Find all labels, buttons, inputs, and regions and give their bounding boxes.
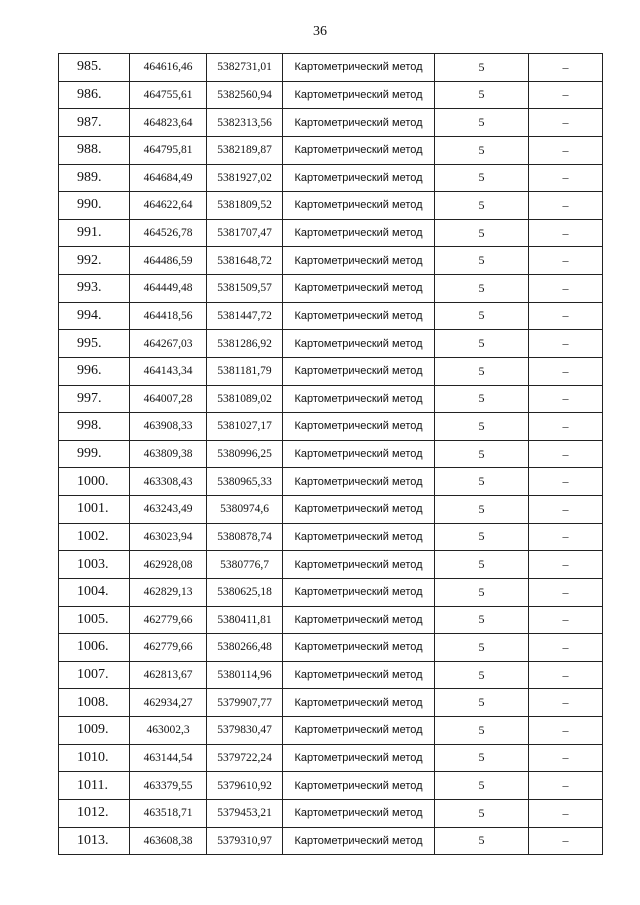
table-row [59, 772, 603, 800]
point-number-cell: 993. [59, 275, 130, 303]
note-cell: – [529, 247, 603, 275]
x-coordinate-cell: 463243,49 [130, 496, 207, 524]
y-coordinate-cell: 5382560,94 [207, 81, 283, 109]
x-coordinate-cell: 463379,55 [130, 772, 207, 800]
x-coordinate-cell: 464616,46 [130, 54, 207, 82]
accuracy-cell: 5 [435, 744, 529, 772]
y-coordinate-cell: 5382189,87 [207, 136, 283, 164]
accuracy-cell: 5 [435, 496, 529, 524]
x-coordinate-cell: 462928,08 [130, 551, 207, 579]
y-coordinate-cell: 5379310,97 [207, 827, 283, 855]
point-number-cell: 998. [59, 413, 130, 441]
y-coordinate-cell: 5381707,47 [207, 219, 283, 247]
accuracy-cell: 5 [435, 357, 529, 385]
note-cell: – [529, 772, 603, 800]
note-cell: – [529, 744, 603, 772]
accuracy-cell: 5 [435, 109, 529, 137]
point-number-cell: 990. [59, 192, 130, 220]
method-cell: Картометрический метод [283, 109, 435, 137]
accuracy-cell: 5 [435, 247, 529, 275]
y-coordinate-cell: 5379610,92 [207, 772, 283, 800]
method-cell: Картометрический метод [283, 54, 435, 82]
table-row [59, 247, 603, 275]
method-cell: Картометрический метод [283, 81, 435, 109]
y-coordinate-cell: 5381809,52 [207, 192, 283, 220]
y-coordinate-cell: 5380266,48 [207, 634, 283, 662]
y-coordinate-cell: 5380114,96 [207, 661, 283, 689]
accuracy-cell: 5 [435, 523, 529, 551]
x-coordinate-cell: 463518,71 [130, 799, 207, 827]
table-row [59, 551, 603, 579]
method-cell: Картометрический метод [283, 385, 435, 413]
point-number-cell: 1002. [59, 523, 130, 551]
point-number-cell: 1013. [59, 827, 130, 855]
table-row [59, 54, 603, 82]
method-cell: Картометрический метод [283, 440, 435, 468]
table-row [59, 385, 603, 413]
x-coordinate-cell: 463809,38 [130, 440, 207, 468]
method-cell: Картометрический метод [283, 717, 435, 745]
table-row [59, 799, 603, 827]
table-row [59, 578, 603, 606]
method-cell: Картометрический метод [283, 634, 435, 662]
accuracy-cell: 5 [435, 330, 529, 358]
accuracy-cell: 5 [435, 578, 529, 606]
method-cell: Картометрический метод [283, 330, 435, 358]
point-number-cell: 988. [59, 136, 130, 164]
x-coordinate-cell: 464267,03 [130, 330, 207, 358]
y-coordinate-cell: 5381509,57 [207, 275, 283, 303]
table-row [59, 330, 603, 358]
x-coordinate-cell: 462779,66 [130, 606, 207, 634]
table-row [59, 717, 603, 745]
table-row [59, 164, 603, 192]
table-row [59, 302, 603, 330]
point-number-cell: 999. [59, 440, 130, 468]
method-cell: Картометрический метод [283, 744, 435, 772]
method-cell: Картометрический метод [283, 136, 435, 164]
method-cell: Картометрический метод [283, 523, 435, 551]
y-coordinate-cell: 5380974,6 [207, 496, 283, 524]
note-cell: – [529, 523, 603, 551]
accuracy-cell: 5 [435, 689, 529, 717]
method-cell: Картометрический метод [283, 496, 435, 524]
x-coordinate-cell: 462779,66 [130, 634, 207, 662]
x-coordinate-cell: 464795,81 [130, 136, 207, 164]
accuracy-cell: 5 [435, 385, 529, 413]
method-cell: Картометрический метод [283, 661, 435, 689]
note-cell: – [529, 799, 603, 827]
note-cell: – [529, 109, 603, 137]
x-coordinate-cell: 464486,59 [130, 247, 207, 275]
x-coordinate-cell: 464622,64 [130, 192, 207, 220]
table-row [59, 606, 603, 634]
method-cell: Картометрический метод [283, 413, 435, 441]
y-coordinate-cell: 5381089,02 [207, 385, 283, 413]
accuracy-cell: 5 [435, 192, 529, 220]
page-number: 36 [313, 24, 327, 39]
table-row [59, 744, 603, 772]
y-coordinate-cell: 5382731,01 [207, 54, 283, 82]
note-cell: – [529, 578, 603, 606]
table-row [59, 136, 603, 164]
point-number-cell: 1007. [59, 661, 130, 689]
accuracy-cell: 5 [435, 606, 529, 634]
x-coordinate-cell: 462813,67 [130, 661, 207, 689]
accuracy-cell: 5 [435, 275, 529, 303]
point-number-cell: 991. [59, 219, 130, 247]
y-coordinate-cell: 5379830,47 [207, 717, 283, 745]
note-cell: – [529, 385, 603, 413]
table-row [59, 827, 603, 855]
y-coordinate-cell: 5380878,74 [207, 523, 283, 551]
accuracy-cell: 5 [435, 136, 529, 164]
method-cell: Картометрический метод [283, 275, 435, 303]
note-cell: – [529, 717, 603, 745]
point-number-cell: 1006. [59, 634, 130, 662]
point-number-cell: 985. [59, 54, 130, 82]
table-row [59, 413, 603, 441]
note-cell: – [529, 634, 603, 662]
x-coordinate-cell: 462934,27 [130, 689, 207, 717]
point-number-cell: 1008. [59, 689, 130, 717]
accuracy-cell: 5 [435, 413, 529, 441]
table-row [59, 440, 603, 468]
table-row [59, 689, 603, 717]
x-coordinate-cell: 463308,43 [130, 468, 207, 496]
note-cell: – [529, 164, 603, 192]
note-cell: – [529, 468, 603, 496]
method-cell: Картометрический метод [283, 799, 435, 827]
method-cell: Картометрический метод [283, 606, 435, 634]
point-number-cell: 994. [59, 302, 130, 330]
method-cell: Картометрический метод [283, 578, 435, 606]
x-coordinate-cell: 464007,28 [130, 385, 207, 413]
method-cell: Картометрический метод [283, 302, 435, 330]
point-number-cell: 1001. [59, 496, 130, 524]
note-cell: – [529, 275, 603, 303]
table-row [59, 192, 603, 220]
point-number-cell: 989. [59, 164, 130, 192]
accuracy-cell: 5 [435, 634, 529, 662]
y-coordinate-cell: 5380776,7 [207, 551, 283, 579]
note-cell: – [529, 357, 603, 385]
point-number-cell: 997. [59, 385, 130, 413]
table-row [59, 109, 603, 137]
x-coordinate-cell: 463002,3 [130, 717, 207, 745]
table-row [59, 275, 603, 303]
method-cell: Картометрический метод [283, 219, 435, 247]
y-coordinate-cell: 5381027,17 [207, 413, 283, 441]
y-coordinate-cell: 5379722,24 [207, 744, 283, 772]
accuracy-cell: 5 [435, 799, 529, 827]
x-coordinate-cell: 464755,61 [130, 81, 207, 109]
accuracy-cell: 5 [435, 827, 529, 855]
note-cell: – [529, 496, 603, 524]
y-coordinate-cell: 5379907,77 [207, 689, 283, 717]
accuracy-cell: 5 [435, 661, 529, 689]
coordinates-table-body [59, 54, 603, 855]
method-cell: Картометрический метод [283, 772, 435, 800]
x-coordinate-cell: 464449,48 [130, 275, 207, 303]
note-cell: – [529, 302, 603, 330]
x-coordinate-cell: 462829,13 [130, 578, 207, 606]
method-cell: Картометрический метод [283, 827, 435, 855]
note-cell: – [529, 606, 603, 634]
note-cell: – [529, 551, 603, 579]
point-number-cell: 1004. [59, 578, 130, 606]
method-cell: Картометрический метод [283, 247, 435, 275]
method-cell: Картометрический метод [283, 164, 435, 192]
table-row [59, 634, 603, 662]
table-row [59, 357, 603, 385]
y-coordinate-cell: 5381927,02 [207, 164, 283, 192]
method-cell: Картометрический метод [283, 551, 435, 579]
accuracy-cell: 5 [435, 81, 529, 109]
point-number-cell: 996. [59, 357, 130, 385]
accuracy-cell: 5 [435, 219, 529, 247]
point-number-cell: 1011. [59, 772, 130, 800]
accuracy-cell: 5 [435, 54, 529, 82]
accuracy-cell: 5 [435, 772, 529, 800]
y-coordinate-cell: 5381447,72 [207, 302, 283, 330]
x-coordinate-cell: 463608,38 [130, 827, 207, 855]
table-row [59, 523, 603, 551]
note-cell: – [529, 440, 603, 468]
note-cell: – [529, 136, 603, 164]
y-coordinate-cell: 5382313,56 [207, 109, 283, 137]
x-coordinate-cell: 463908,33 [130, 413, 207, 441]
method-cell: Картометрический метод [283, 192, 435, 220]
y-coordinate-cell: 5380625,18 [207, 578, 283, 606]
point-number-cell: 1003. [59, 551, 130, 579]
point-number-cell: 1000. [59, 468, 130, 496]
y-coordinate-cell: 5380965,33 [207, 468, 283, 496]
point-number-cell: 1009. [59, 717, 130, 745]
accuracy-cell: 5 [435, 440, 529, 468]
method-cell: Картометрический метод [283, 357, 435, 385]
accuracy-cell: 5 [435, 551, 529, 579]
x-coordinate-cell: 463144,54 [130, 744, 207, 772]
accuracy-cell: 5 [435, 302, 529, 330]
point-number-cell: 987. [59, 109, 130, 137]
point-number-cell: 1005. [59, 606, 130, 634]
y-coordinate-cell: 5380411,81 [207, 606, 283, 634]
note-cell: – [529, 413, 603, 441]
point-number-cell: 1010. [59, 744, 130, 772]
accuracy-cell: 5 [435, 717, 529, 745]
accuracy-cell: 5 [435, 164, 529, 192]
point-number-cell: 1012. [59, 799, 130, 827]
x-coordinate-cell: 464418,56 [130, 302, 207, 330]
accuracy-cell: 5 [435, 468, 529, 496]
note-cell: – [529, 330, 603, 358]
table-row [59, 661, 603, 689]
y-coordinate-cell: 5379453,21 [207, 799, 283, 827]
y-coordinate-cell: 5381181,79 [207, 357, 283, 385]
x-coordinate-cell: 464684,49 [130, 164, 207, 192]
note-cell: – [529, 81, 603, 109]
note-cell: – [529, 661, 603, 689]
table-row [59, 81, 603, 109]
y-coordinate-cell: 5381648,72 [207, 247, 283, 275]
point-number-cell: 992. [59, 247, 130, 275]
note-cell: – [529, 219, 603, 247]
note-cell: – [529, 689, 603, 717]
x-coordinate-cell: 463023,94 [130, 523, 207, 551]
coordinates-table [58, 53, 603, 855]
method-cell: Картометрический метод [283, 468, 435, 496]
table-row [59, 468, 603, 496]
note-cell: – [529, 827, 603, 855]
point-number-cell: 995. [59, 330, 130, 358]
point-number-cell: 986. [59, 81, 130, 109]
table-row [59, 219, 603, 247]
note-cell: – [529, 192, 603, 220]
y-coordinate-cell: 5381286,92 [207, 330, 283, 358]
method-cell: Картометрический метод [283, 689, 435, 717]
y-coordinate-cell: 5380996,25 [207, 440, 283, 468]
x-coordinate-cell: 464143,34 [130, 357, 207, 385]
x-coordinate-cell: 464526,78 [130, 219, 207, 247]
table-row [59, 496, 603, 524]
note-cell: – [529, 54, 603, 82]
x-coordinate-cell: 464823,64 [130, 109, 207, 137]
